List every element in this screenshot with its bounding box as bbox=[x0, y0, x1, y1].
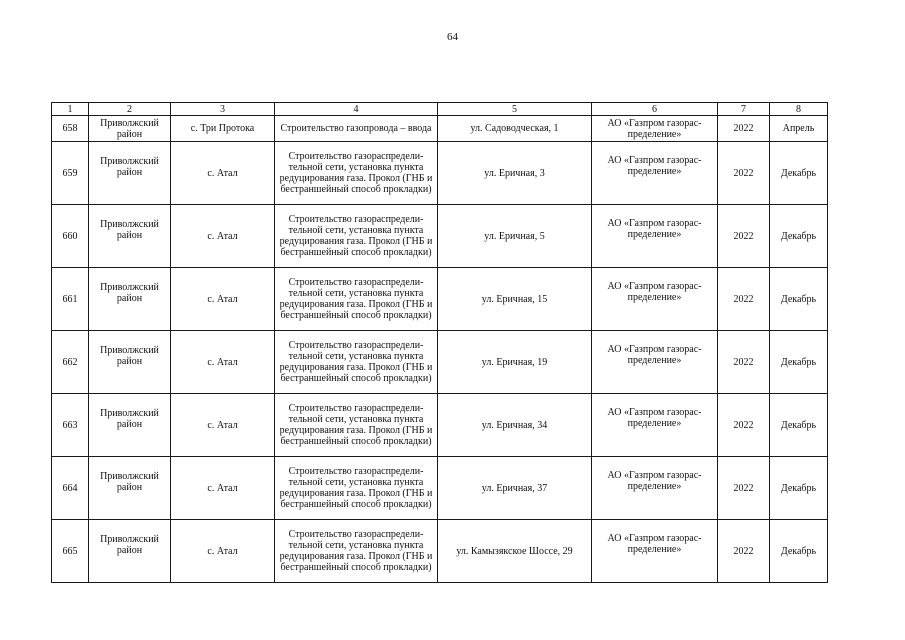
column-header: 2 bbox=[89, 103, 171, 116]
year-cell: 2022 bbox=[718, 520, 770, 583]
district-cell bbox=[89, 457, 171, 520]
work-description-cell: Строительство газораспредели-тельной сети, установка пункта редуцирования газа. Прокол (ГНБ и бестраншейный способ прокладки) bbox=[275, 268, 438, 331]
table-row bbox=[52, 205, 828, 268]
organization-cell bbox=[592, 394, 718, 457]
work-description-cell: Строительство газораспредели-тельной сети, установка пункта редуцирования газа. Прокол (ГНБ и бестраншейный способ прокладки) bbox=[275, 394, 438, 457]
district-cell bbox=[89, 394, 171, 457]
year-cell: 2022 bbox=[718, 205, 770, 268]
district-text: Приволжский район bbox=[100, 471, 159, 493]
table-row bbox=[52, 331, 828, 394]
organization-cell bbox=[592, 142, 718, 205]
month-cell: Декабрь bbox=[770, 142, 828, 205]
address-cell: ул. Еричная, 19 bbox=[438, 331, 592, 394]
district-cell bbox=[89, 331, 171, 394]
column-header: 7 bbox=[718, 103, 770, 116]
month-cell: Декабрь bbox=[770, 331, 828, 394]
work-description-cell: Строительство газопровода – ввода bbox=[275, 116, 438, 142]
address-cell: ул. Еричная, 3 bbox=[438, 142, 592, 205]
work-description-cell: Строительство газораспредели-тельной сети, установка пункта редуцирования газа. Прокол (ГНБ и бестраншейный способ прокладки) bbox=[275, 520, 438, 583]
district-text: Приволжский район bbox=[100, 282, 159, 304]
district-cell bbox=[89, 520, 171, 583]
gas-works-table bbox=[51, 102, 828, 583]
column-header: 4 bbox=[275, 103, 438, 116]
table-row bbox=[52, 520, 828, 583]
district-cell bbox=[89, 142, 171, 205]
address-cell: ул. Еричная, 5 bbox=[438, 205, 592, 268]
month-cell: Декабрь bbox=[770, 205, 828, 268]
month-cell: Декабрь bbox=[770, 457, 828, 520]
organization-cell bbox=[592, 520, 718, 583]
column-header: 3 bbox=[171, 103, 275, 116]
address-cell: ул. Еричная, 15 bbox=[438, 268, 592, 331]
organization-text: АО «Газпром газорас-пределение» bbox=[607, 470, 702, 492]
settlement-cell: с. Три Протока bbox=[171, 116, 275, 142]
year-cell: 2022 bbox=[718, 142, 770, 205]
column-header: 1 bbox=[52, 103, 89, 116]
year-cell: 2022 bbox=[718, 268, 770, 331]
table-row bbox=[52, 116, 828, 142]
district-text: Приволжский район bbox=[100, 345, 159, 367]
organization-cell bbox=[592, 268, 718, 331]
settlement-cell: с. Атал bbox=[171, 520, 275, 583]
row-number: 659 bbox=[52, 142, 89, 205]
row-number: 660 bbox=[52, 205, 89, 268]
district-text: Приволжский район bbox=[100, 408, 159, 430]
settlement-cell: с. Атал bbox=[171, 394, 275, 457]
month-cell: Декабрь bbox=[770, 268, 828, 331]
organization-text: АО «Газпром газорас-пределение» bbox=[607, 117, 702, 140]
year-cell: 2022 bbox=[718, 116, 770, 142]
work-description-cell: Строительство газораспредели-тельной сети, установка пункта редуцирования газа. Прокол (ГНБ и бестраншейный способ прокладки) bbox=[275, 142, 438, 205]
settlement-cell: с. Атал bbox=[171, 142, 275, 205]
header-row bbox=[52, 103, 828, 116]
row-number: 665 bbox=[52, 520, 89, 583]
district-text: Приволжский район bbox=[100, 219, 159, 241]
row-number: 663 bbox=[52, 394, 89, 457]
table-row bbox=[52, 457, 828, 520]
organization-text: АО «Газпром газорас-пределение» bbox=[607, 533, 702, 555]
organization-text: АО «Газпром газорас-пределение» bbox=[607, 218, 702, 240]
district-cell bbox=[89, 205, 171, 268]
settlement-cell: с. Атал bbox=[171, 268, 275, 331]
column-header: 8 bbox=[770, 103, 828, 116]
year-cell: 2022 bbox=[718, 331, 770, 394]
work-description-cell: Строительство газораспредели-тельной сети, установка пункта редуцирования газа. Прокол (ГНБ и бестраншейный способ прокладки) bbox=[275, 457, 438, 520]
address-cell: ул. Еричная, 34 bbox=[438, 394, 592, 457]
year-cell: 2022 bbox=[718, 457, 770, 520]
page-number: 64 bbox=[447, 31, 458, 43]
organization-text: АО «Газпром газорас-пределение» bbox=[607, 407, 702, 429]
address-cell: ул. Камызякское Шоссе, 29 bbox=[438, 520, 592, 583]
organization-text: АО «Газпром газорас-пределение» bbox=[607, 155, 702, 177]
organization-cell bbox=[592, 205, 718, 268]
district-text: Приволжский район bbox=[100, 534, 159, 556]
row-number: 661 bbox=[52, 268, 89, 331]
column-header: 6 bbox=[592, 103, 718, 116]
row-number: 664 bbox=[52, 457, 89, 520]
organization-cell bbox=[592, 457, 718, 520]
settlement-cell: с. Атал bbox=[171, 331, 275, 394]
address-cell: ул. Еричная, 37 bbox=[438, 457, 592, 520]
column-header: 5 bbox=[438, 103, 592, 116]
month-cell: Апрель bbox=[770, 116, 828, 142]
year-cell: 2022 bbox=[718, 394, 770, 457]
work-description-cell: Строительство газораспредели-тельной сети, установка пункта редуцирования газа. Прокол (ГНБ и бестраншейный способ прокладки) bbox=[275, 331, 438, 394]
district-cell bbox=[89, 268, 171, 331]
district-text: Приволжский район bbox=[100, 156, 159, 178]
settlement-cell: с. Атал bbox=[171, 205, 275, 268]
organization-cell bbox=[592, 331, 718, 394]
table-row bbox=[52, 394, 828, 457]
month-cell: Декабрь bbox=[770, 394, 828, 457]
work-description-cell: Строительство газораспредели-тельной сети, установка пункта редуцирования газа. Прокол (ГНБ и бестраншейный способ прокладки) bbox=[275, 205, 438, 268]
district-cell bbox=[89, 116, 171, 142]
organization-text: АО «Газпром газорас-пределение» bbox=[607, 344, 702, 366]
organization-text: АО «Газпром газорас-пределение» bbox=[607, 281, 702, 303]
table-row bbox=[52, 268, 828, 331]
table-row bbox=[52, 142, 828, 205]
settlement-cell: с. Атал bbox=[171, 457, 275, 520]
district-text: Приволжский район bbox=[100, 117, 159, 140]
organization-cell bbox=[592, 116, 718, 142]
row-number: 662 bbox=[52, 331, 89, 394]
row-number: 658 bbox=[52, 116, 89, 142]
month-cell: Декабрь bbox=[770, 520, 828, 583]
address-cell: ул. Садоводческая, 1 bbox=[438, 116, 592, 142]
